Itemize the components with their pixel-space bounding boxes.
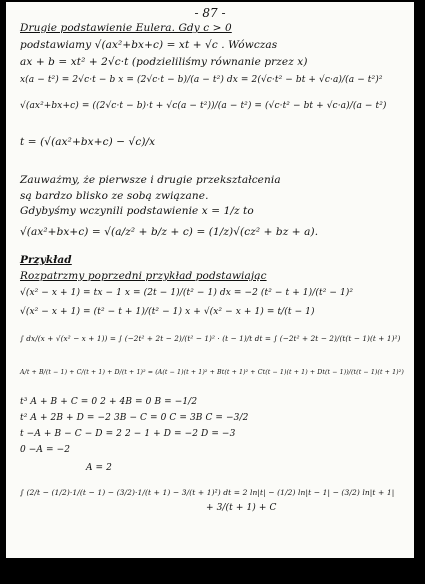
substitution-line: podstawiamy √(ax²+bx+c) = xt + √c . Wówczas bbox=[20, 39, 278, 51]
equation-line: ax + b = xt² + 2√c·t (podzieliliśmy równanie przez x) bbox=[20, 56, 308, 68]
system-row: t² A + 2B + D = −2 3B − C = 0 C = 3B C = −3/2 bbox=[20, 413, 249, 423]
coefficient-line: A = 2 bbox=[86, 463, 112, 473]
page-number: - 87 - bbox=[194, 6, 226, 20]
equation-line: √(x² − x + 1) = tx − 1 x = (2t − 1)/(t² − 1) dx = −2 (t² − t + 1)/(t² − 1)² bbox=[20, 288, 354, 298]
remark-line: Zauważmy, że pierwsze i drugie przekształcenia bbox=[20, 174, 281, 186]
remark-line: są bardzo blisko ze sobą związane. bbox=[20, 190, 209, 202]
example-intro: Rozpatrzmy poprzedni przykład podstawiając bbox=[20, 270, 267, 282]
equation-line: t = (√(ax²+bx+c) − √c)/x bbox=[20, 136, 156, 148]
result-line: ∫ (2/t − (1/2)·1/(t − 1) − (3/2)·1/(t + 1) − 3/(t + 1)²) dt = 2 ln|t| − (1/2) ln|t − 1| − (3/2) ln|t + 1| bbox=[20, 488, 395, 497]
equation-line: √(ax²+bx+c) = √(a/z² + b/z + c) = (1/z)√(cz² + bz + a). bbox=[20, 226, 319, 238]
remark-line: Gdybyśmy wczynili podstawienie x = 1/z to bbox=[20, 205, 254, 217]
equation-line: x(a − t²) = 2√c·t − b x = (2√c·t − b)/(a − t²) dx = 2(√c·t² − bt + √c·a)/(a − t²)² bbox=[20, 75, 383, 85]
section-title: Drugie podstawienie Eulera. Gdy c > 0 bbox=[20, 22, 232, 34]
partial-fractions-line: A/t + B/(t − 1) + C/(t + 1) + D/(t + 1)² = (A(t − 1)(t + 1)² + Bt(t + 1)² + Ct(t − 1)(t + 1) + Dt(t − 1))/(t(t − 1)(t + 1)²) bbox=[20, 369, 404, 376]
system-row: t −A + B − C − D = 2 2 − 1 + D = −2 D = −3 bbox=[20, 429, 236, 439]
system-row: 0 −A = −2 bbox=[20, 445, 71, 455]
system-row: t³ A + B + C = 0 2 + 4B = 0 B = −1/2 bbox=[20, 397, 198, 407]
result-line: + 3/(t + 1) + C bbox=[206, 503, 277, 513]
equation-line: √(x² − x + 1) = (t² − t + 1)/(t² − 1) x + √(x² − x + 1) = t/(t − 1) bbox=[20, 307, 315, 317]
equation-line: √(ax²+bx+c) = ((2√c·t − b)·t + √c(a − t²))/(a − t²) = (√c·t² − bt + √c·a)/(a − t²) bbox=[20, 101, 387, 111]
example-heading: Przykład bbox=[20, 254, 72, 266]
notebook-page bbox=[6, 2, 414, 558]
integral-line: ∫ dx/(x + √(x² − x + 1)) = ∫ (−2t² + 2t − 2)/(t² − 1)² · (t − 1)/t dt = ∫ (−2t² + 2t − 2)/(t(t − 1)(t + 1)²) bbox=[20, 334, 401, 343]
